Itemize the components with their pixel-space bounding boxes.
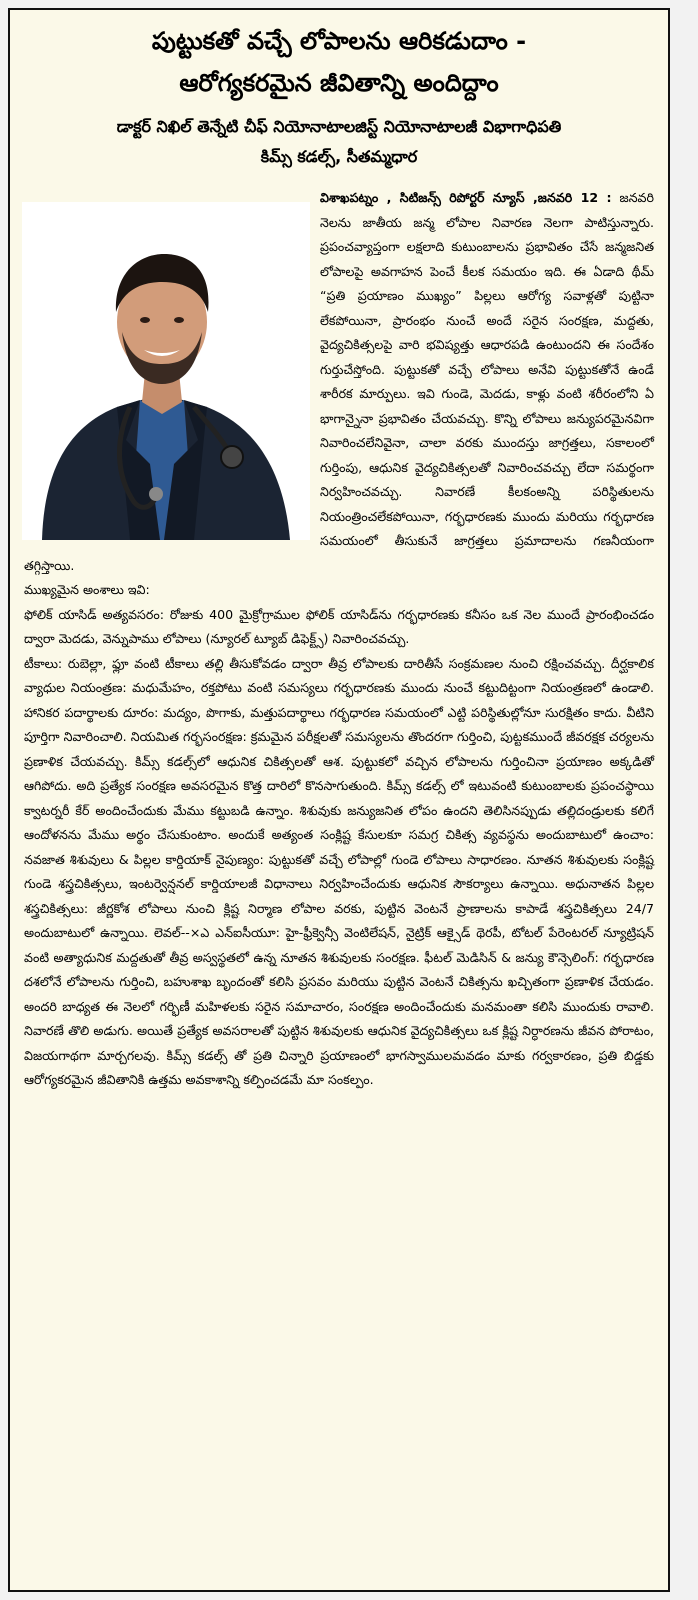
headline (20, 20, 658, 104)
newspaper-clipping (8, 8, 670, 1592)
article-paragraph-3: ఫోలిక్ యాసిడ్ అత్యవసరం: రోజుకు 400 మైక్రోగ్రాముల ఫోలిక్ యాసిడ్‌ను గర్భధారణకు కనీసం ఒక నెల ముందే ప్రారంభించడం ద్వారా మెదడు, వెన్నుపాము లోపాలు (న్యూరల్ ట్యూబ్ డిఫెక్ట్స్) నివారించవచ్చు. (24, 606, 654, 646)
doctor-portrait-icon (22, 202, 310, 540)
paragraph-1-text: జనవరి నెలను జాతీయ జన్మ లోపాల నివారణ నెలగా పాటిస్తున్నారు. ప్రపంచవ్యాప్తంగా లక్షలాది కుటుంబాలను ప్రభావితం చేసే జన్మజనిత లోపాలపై అవగాహన పెంచే కీలక సమయం ఇది. ఈ ఏడాది థీమ్ “ప్రతి ప్రయాణం ముఖ్యం” పిల్లలు ఆరోగ్య సవాళ్లతో పుట్టినా లేకపోయినా, ప్రారంభం నుంచే అందే సరైన సంరక్షణ, మద్దతు, వైద్యచికిత్సలపై వారి భవిష్యత్తు ఆధారపడి ఉంటుందని ఈ సందేశం గుర్తుచేస్తోంది. పుట్టుకతో వచ్చే లోపాలు అనేవి పుట్టుకతోనే ఉండే శారీరక మార్పులు. ఇవి గుండె, మెదడు, కాళ్లు వంటి శరీరంలోని ఏ భాగాన్నైనా ప్రభావితం చేయవచ్చు. కొన్ని లోపాలు జన్యుపరమైనవిగా నివారించలేనివైనా, చాలా వరకు ముందస్తు జాగ్రత్తలు, సకాలంలో గుర్తింపు, ఆధునిక వైద్యచికిత్సలతో నివారించవచ్చు లేదా సమర్థంగా నిర్వహించవచ్చు. నివారణే కీలకంఅన్ని పరిస్థితులను నియంత్రించలేకపోయినా, గర్భధారణకు ముందు మరియు గర్భధారణ సమయంలో తీసుకునే జాగ్రత్తలు ప్రమాదాలను గణనీయంగా తగ్గిస్తాయి. (24, 190, 654, 573)
article-content (10, 186, 668, 1093)
subheadline-line-2: కిమ్స్ కడల్స్, సీతమ్మధార (260, 147, 418, 166)
subheadline-line-1: డాక్టర్ నిఖిల్ తెన్నేటి చీఫ్ నియోనాటాలజిస్ట్ నియోనాటాలజీ విభాగాధిపతి (116, 117, 562, 136)
headline-line-1: పుట్టుకతో వచ్చే లోపాలను ఆరికడుదాం - (151, 27, 527, 55)
byline: విశాఖపట్నం , సిటిజన్స్ రిపోర్టర్ న్యూస్ ,జనవరి 12 : (320, 190, 612, 205)
headline-line-2: ఆరోగ్యకరమైన జీవితాన్ని అందిద్దాం (179, 69, 499, 97)
key-points-heading: ముఖ్యమైన అంశాలు ఇవి: (24, 582, 150, 597)
subheadline (24, 112, 654, 172)
doctor-portrait-image (22, 202, 310, 540)
article-paragraph-4: టీకాలు: రుబెల్లా, ఫ్లూ వంటి టీకాలు తల్లి తీసుకోవడం ద్వారా తీవ్ర లోపాలకు దారితీసే సంక్రమణల నుంచి రక్షించవచ్చు. దీర్ఘకాలిక వ్యాధుల నియంత్రణ: మధుమేహం, రక్తపోటు వంటి సమస్యలు గర్భధారణకు ముందు నుంచే కట్టుదిట్టంగా నియంత్రణలో ఉండాలి. హానికర పదార్థాలకు దూరం: మద్యం, పొగాకు, మత్తుపదార్థాలు గర్భధారణ సమయంలో ఎట్టి పరిస్థితుల్లోనూ సురక్షితం కాదు. వీటిని పూర్తిగా నివారించాలి. నియమిత గర్భసంరక్షణ: క్రమమైన పరీక్షలతో సమస్యలను తొందరగా గుర్తించి, పుట్టకముందే జీవరక్షక చర్యలను ప్రణాళిక చేయవచ్చు. కిమ్స్ కడల్స్‌లో ఆధునిక చికిత్సలతో ఆశ. పుట్టుకలో వచ్చిన లోపాలను గుర్తించినా ప్రయాణం అక్కడితో ఆగిపోదు. అది ప్రత్యేక సంరక్షణ అవసరమైన కొత్త దారిలో కొనసాగుతుంది. కిమ్స్ కడల్స్ లో ఇటువంటి కుటుంబాలకు ప్రపంచస్థాయి క్వాటర్నరీ కేర్ అందించేందుకు మేము కట్టుబడి ఉన్నాం. శిశువుకు జన్యుజనిత లోపం ఉందని తెలిసినప్పుడు తల్లిదండ్రులకు కలిగే ఆందోళనను మేము అర్థం చేసుకుంటాం. అందుకే అత్యంత సంక్లిష్ట కేసులకూ సమగ్ర చికిత్స వ్యవస్థను అందుబాటులో ఉంచాం: నవజాత శిశువులు & పిల్లల కార్డియాక్ నైపుణ్యం: పుట్టుకతో వచ్చే లోపాల్లో గుండె లోపాలు సాధారణం. నూతన శిశువులకు సంక్లిష్ట గుండె శస్త్రచికిత్సలు, ఇంటర్వెన్షనల్ కార్డియాలజీ విధానాలు నిర్వహించేందుకు ఆధునిక సౌకర్యాలు ఉన్నాయి. అధునాతన పిల్లల శస్త్రచికిత్సలు: జీర్ణకోశ లోపాలు నుంచి క్లిష్ట నిర్మాణ లోపాల వరకు, పుట్టిన వెంటనే ప్రాణాలను కాపాడే శస్త్రచికిత్సలు 24/7 అందుబాటులో ఉన్నాయి. లెవల్--×ఎ ఎన్ఐసీయూ: హై-ఫ్రీక్వెన్సీ వెంటిలేషన్, నైట్రిక్ ఆక్సైడ్ థెరపీ, టోటల్ పేరెంటరల్ న్యూట్రిషన్ వంటి అత్యాధునిక మద్దతుతో తీవ్ర అస్వస్థతలో ఉన్న నూతన శిశువులకు సంరక్షణ. ఫీటల్ మెడిసిన్ & జన్యు కౌన్సెలింగ్: గర్భధారణ దశలోనే లోపాలను గుర్తించి, బహుశాఖ బృందంతో కలిసి ప్రసవం మరియు పుట్టిన వెంటనే చికిత్సను ఖచ్చితంగా ప్రణాళిక చేయడం. అందరి బాధ్యత ఈ నెలలో గర్భిణీ మహిళలకు సరైన సమాచారం, సంరక్షణ అందించేందుకు మనమంతా కలిసి ముందుకు రావాలి. నివారణే తొలి అడుగు. అయితే ప్రత్యేక అవసరాలతో పుట్టిన శిశువులకు ఆధునిక వైద్యచికిత్సలు ఒక క్లిష్ట నిర్ధారణను జీవన పోరాటం, విజయగాథగా మార్చగలవు. కిమ్స్ కడల్స్ తో ప్రతి చిన్నారి ప్రయాణంలో భాగస్వాములమవడం మాకు గర్వకారణం, ప్రతి బిడ్డకు ఆరోగ్యకరమైన జీవితానికి ఉత్తమ అవకాశాన్ని కల్పించడమే మా సంకల్పం. (24, 655, 654, 1087)
